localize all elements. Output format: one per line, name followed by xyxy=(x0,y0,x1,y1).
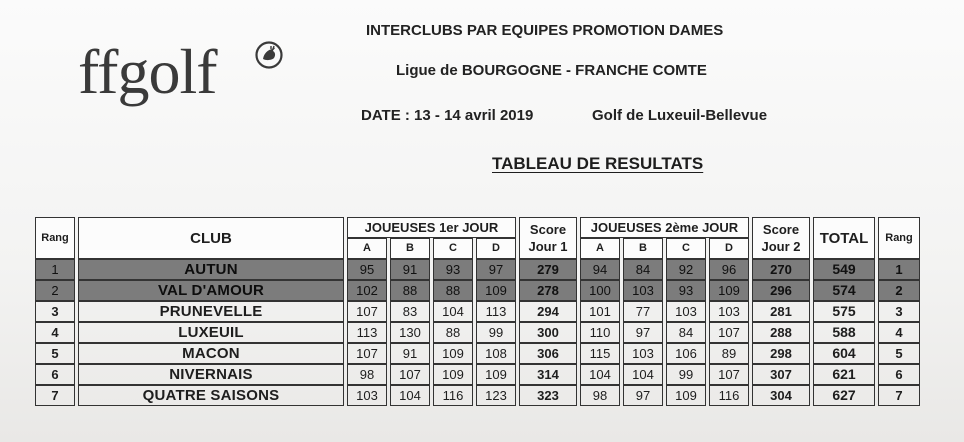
day2-score-cell: 109 xyxy=(666,385,706,406)
day1-score-cell: 99 xyxy=(476,322,516,343)
header-day2-player-a: A xyxy=(580,238,620,259)
total-cell: 604 xyxy=(813,343,875,364)
header-venue: Golf de Luxeuil-Bellevue xyxy=(592,107,768,124)
day2-score-cell: 104 xyxy=(580,364,620,385)
day2-score-cell: 97 xyxy=(623,322,663,343)
day2-score-cell: 110 xyxy=(580,322,620,343)
header-date: DATE : 13 - 14 avril 2019 xyxy=(361,107,534,124)
day2-score-cell: 103 xyxy=(666,301,706,322)
day1-score-cell: 130 xyxy=(390,322,430,343)
day2-score-cell: 103 xyxy=(623,343,663,364)
day2-score-cell: 104 xyxy=(623,364,663,385)
day2-score-cell: 103 xyxy=(709,301,749,322)
day1-score-cell: 88 xyxy=(390,280,430,301)
day2-score-cell: 103 xyxy=(623,280,663,301)
page-title: TABLEAU DE RESULTATS xyxy=(492,154,704,173)
table-row xyxy=(35,385,920,406)
day2-score-cell: 101 xyxy=(580,301,620,322)
day1-score-cell: 88 xyxy=(433,322,473,343)
header-score-day1 xyxy=(519,217,577,259)
rooster-emblem-icon xyxy=(254,40,284,70)
header-day2-player-d: D xyxy=(709,238,749,259)
header-score-day2 xyxy=(752,217,810,259)
club-cell: PRUNEVELLE xyxy=(78,301,344,322)
table-row xyxy=(35,301,920,322)
day1-score-cell: 109 xyxy=(433,343,473,364)
rank-right-cell: 3 xyxy=(878,301,920,322)
results-table xyxy=(32,217,923,406)
score-day2-cell: 288 xyxy=(752,322,810,343)
day1-score-cell: 109 xyxy=(433,364,473,385)
rank-right-cell: 5 xyxy=(878,343,920,364)
header-total: TOTAL xyxy=(813,217,875,259)
table-row xyxy=(35,259,920,280)
day1-score-cell: 104 xyxy=(390,385,430,406)
day2-score-cell: 100 xyxy=(580,280,620,301)
total-cell: 588 xyxy=(813,322,875,343)
rank-cell: 2 xyxy=(35,280,75,301)
rank-right-cell: 6 xyxy=(878,364,920,385)
score-day1-cell: 279 xyxy=(519,259,577,280)
day1-score-cell: 93 xyxy=(433,259,473,280)
club-cell: NIVERNAIS xyxy=(78,364,344,385)
score-day2-cell: 298 xyxy=(752,343,810,364)
rank-right-cell: 4 xyxy=(878,322,920,343)
rank-cell: 4 xyxy=(35,322,75,343)
score-day2-cell: 307 xyxy=(752,364,810,385)
day2-score-cell: 107 xyxy=(709,364,749,385)
ffgolf-logo: ffgolf xyxy=(78,36,217,107)
day2-score-cell: 77 xyxy=(623,301,663,322)
day2-score-cell: 92 xyxy=(666,259,706,280)
rank-cell: 1 xyxy=(35,259,75,280)
header-day1-player-d: D xyxy=(476,238,516,259)
table-row xyxy=(35,322,920,343)
day1-score-cell: 113 xyxy=(347,322,387,343)
day1-score-cell: 98 xyxy=(347,364,387,385)
total-cell: 575 xyxy=(813,301,875,322)
score-day2-cell: 270 xyxy=(752,259,810,280)
header-day1-players: JOUEUSES 1er JOUR xyxy=(347,217,516,238)
score-day1-cell: 323 xyxy=(519,385,577,406)
score-day2-cell: 296 xyxy=(752,280,810,301)
table-row xyxy=(35,280,920,301)
club-cell: VAL D'AMOUR xyxy=(78,280,344,301)
day2-score-cell: 106 xyxy=(666,343,706,364)
day2-score-cell: 89 xyxy=(709,343,749,364)
rank-right-cell: 2 xyxy=(878,280,920,301)
day2-score-cell: 116 xyxy=(709,385,749,406)
total-cell: 627 xyxy=(813,385,875,406)
header-day1-player-c: C xyxy=(433,238,473,259)
header-day2-players: JOUEUSES 2ème JOUR xyxy=(580,217,749,238)
club-cell: QUATRE SAISONS xyxy=(78,385,344,406)
day2-score-cell: 98 xyxy=(580,385,620,406)
day2-score-cell: 84 xyxy=(623,259,663,280)
day1-score-cell: 91 xyxy=(390,259,430,280)
day1-score-cell: 88 xyxy=(433,280,473,301)
header-day1-player-a: A xyxy=(347,238,387,259)
header-rang-right: Rang xyxy=(878,217,920,259)
header-score-day2-line2: Jour 2 xyxy=(761,239,801,254)
day2-score-cell: 96 xyxy=(709,259,749,280)
header-score-day1-line2: Jour 1 xyxy=(528,239,568,254)
header-score-day2-line1: Score xyxy=(762,222,800,237)
score-day1-cell: 314 xyxy=(519,364,577,385)
total-cell: 549 xyxy=(813,259,875,280)
day1-score-cell: 113 xyxy=(476,301,516,322)
club-cell: AUTUN xyxy=(78,259,344,280)
score-day2-cell: 281 xyxy=(752,301,810,322)
day1-score-cell: 107 xyxy=(390,364,430,385)
club-cell: MACON xyxy=(78,343,344,364)
day1-score-cell: 91 xyxy=(390,343,430,364)
day1-score-cell: 83 xyxy=(390,301,430,322)
header-club: CLUB xyxy=(78,217,344,259)
header-score-day1-line1: Score xyxy=(529,222,567,237)
club-cell: LUXEUIL xyxy=(78,322,344,343)
table-row xyxy=(35,364,920,385)
rank-right-cell: 7 xyxy=(878,385,920,406)
score-day1-cell: 278 xyxy=(519,280,577,301)
day1-score-cell: 109 xyxy=(476,364,516,385)
score-day1-cell: 300 xyxy=(519,322,577,343)
header-day2-player-c: C xyxy=(666,238,706,259)
day1-score-cell: 116 xyxy=(433,385,473,406)
header-day2-player-b: B xyxy=(623,238,663,259)
day2-score-cell: 94 xyxy=(580,259,620,280)
day1-score-cell: 102 xyxy=(347,280,387,301)
day1-score-cell: 103 xyxy=(347,385,387,406)
rank-cell: 6 xyxy=(35,364,75,385)
day1-score-cell: 104 xyxy=(433,301,473,322)
day2-score-cell: 93 xyxy=(666,280,706,301)
rank-right-cell: 1 xyxy=(878,259,920,280)
day2-score-cell: 97 xyxy=(623,385,663,406)
day1-score-cell: 123 xyxy=(476,385,516,406)
day1-score-cell: 95 xyxy=(347,259,387,280)
day2-score-cell: 115 xyxy=(580,343,620,364)
header-day1-player-b: B xyxy=(390,238,430,259)
day1-score-cell: 109 xyxy=(476,280,516,301)
day2-score-cell: 107 xyxy=(709,322,749,343)
header-rang: Rang xyxy=(35,217,75,259)
day2-score-cell: 109 xyxy=(709,280,749,301)
rank-cell: 7 xyxy=(35,385,75,406)
score-day1-cell: 306 xyxy=(519,343,577,364)
rank-cell: 3 xyxy=(35,301,75,322)
score-day2-cell: 304 xyxy=(752,385,810,406)
score-day1-cell: 294 xyxy=(519,301,577,322)
day1-score-cell: 107 xyxy=(347,301,387,322)
day2-score-cell: 84 xyxy=(666,322,706,343)
day1-score-cell: 97 xyxy=(476,259,516,280)
day1-score-cell: 107 xyxy=(347,343,387,364)
rank-cell: 5 xyxy=(35,343,75,364)
day1-score-cell: 108 xyxy=(476,343,516,364)
day2-score-cell: 99 xyxy=(666,364,706,385)
total-cell: 621 xyxy=(813,364,875,385)
header-line-2: Ligue de BOURGOGNE - FRANCHE COMTE xyxy=(396,62,707,79)
table-row xyxy=(35,343,920,364)
total-cell: 574 xyxy=(813,280,875,301)
header-line-1: INTERCLUBS PAR EQUIPES PROMOTION DAMES xyxy=(366,22,724,39)
